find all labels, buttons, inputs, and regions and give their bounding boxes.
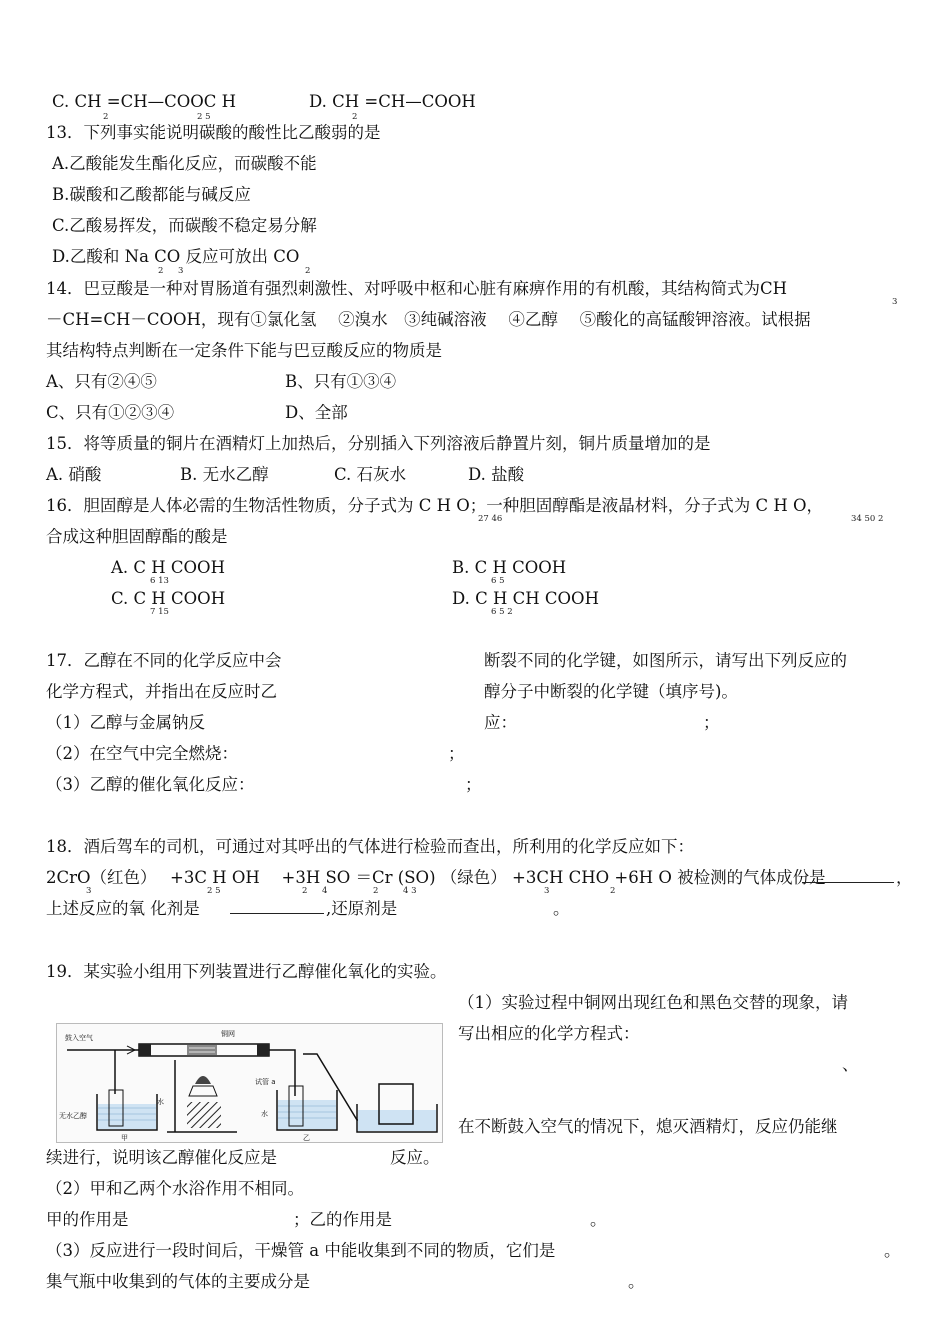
q18-line3c: 。 [553,899,570,918]
fig-label-copper: 铜网 [221,1030,235,1038]
q17-part1c: ； [703,713,720,732]
q16-d-sub: 6 5 2 [491,607,513,617]
q17-line1a: 17．乙醇在不同的化学反应中会 [46,651,282,670]
q17-part2-end: ； [448,744,465,763]
fig-label-yi: 乙 [303,1134,310,1142]
q18-sub-4: 4 [322,886,328,896]
q13-stem: 13．下列事实能说明碳酸的酸性比乙酸弱的是 [46,123,381,142]
fig-label-tube-a: 试管 a [255,1078,276,1086]
q19-part1b: 写出相应的化学方程式： [458,1024,640,1043]
q16-b-sub: 6 5 [491,576,505,586]
q15-option-a: A. 硝酸 [46,465,102,484]
q19-part3b: 。 [884,1241,901,1260]
q13-option-d: D.乙酸和 Na CO 反应可放出 CO [52,247,300,266]
q13-option-b: B.碳酸和乙酸都能与碱反应 [52,185,251,204]
q13-d-sub2: 3 [178,266,184,276]
q13-d-sub3: 2 [305,266,311,276]
q18-line2: 2CrO（红色） +3C H OH +3H SO ＝Cr (SO) （绿色） +3CH CHO +6H O 被检测的气体成份是 [46,868,826,887]
q19-part3a: （3）反应进行一段时间后，干燥管 a 中能收集到不同的物质，它们是 [46,1241,556,1260]
q16-a-sub: 6 13 [150,576,169,586]
q15-option-b: B. 无水乙醇 [180,465,269,484]
q19-part2: （2）甲和乙两个水浴作用不相同。 [46,1179,304,1198]
q18-oxidant-blank[interactable] [230,899,324,919]
q16-sub2: 34 50 2 [851,514,884,524]
q19-part1d: 在不断鼓入空气的情况下，熄灭酒精灯，反应仍能继 [458,1117,838,1136]
q17-line2a: 化学方程式，并指出在反应时乙 [46,682,277,701]
q19-part1a: （1）实验过程中铜网出现红色和黑色交替的现象，请 [458,993,848,1012]
q18-sub-8: 2 [610,886,616,896]
q16-line2: 合成这种胆固醇酯的酸是 [46,527,228,546]
q18-sub-1: 3 [86,886,92,896]
q18-sub-6: 4 3 [403,886,417,896]
q18-line3a: 上述反应的氧 化剂是 [46,899,200,918]
q17-part1a: （1）乙醇与金属钠反 [46,713,205,732]
q16-sub1: 27 46 [478,514,503,524]
q12-option-d-sub1: 2 [352,112,358,122]
q17-part1b: 应： [484,713,517,732]
fig-label-water1: 水 [157,1098,164,1106]
q18-sub-2: 2 5 [207,886,221,896]
apparatus-figure [56,1023,443,1143]
q14-line3: 其结构特点判断在一定条件下能与巴豆酸反应的物质是 [46,341,442,360]
q14-option-d: D、全部 [285,403,348,422]
q16-option-c: C. C H COOH [111,589,226,608]
q18-line1: 18．酒后驾车的司机，可通过对其呼出的气体进行检验而查出，所利用的化学反应如下： [46,837,694,856]
fig-label-jia: 甲 [121,1134,128,1142]
q19-part2a: 甲的作用是 [46,1210,129,1229]
q15-stem: 15．将等质量的铜片在酒精灯上加热后，分别插入下列溶液后静置片刻，铜片质量增加的是 [46,434,711,453]
q18-detected-blank[interactable] [802,868,894,888]
q14-line1-sub: 3 [892,297,898,307]
q15-option-c: C. 石灰水 [334,465,407,484]
q13-d-sub1: 2 [158,266,164,276]
q12-option-d: D. CH =CH—COOH [309,92,476,111]
q16-line1: 16．胆固醇是人体必需的生物活性物质，分子式为 C H O；一种胆固醇酯是液晶材料，分子式为 C H O， [46,496,824,515]
q17-part2: （2）在空气中完全燃烧： [46,744,238,763]
q16-option-b: B. C H COOH [452,558,567,577]
q19-part2b: ；乙的作用是 [293,1210,392,1229]
q19-part1e: 续进行，说明该乙醇催化反应是 [46,1148,277,1167]
q14-option-a: A、只有②④⑤ [46,372,157,391]
apparatus-diagram [57,1024,442,1142]
q15-option-d: D. 盐酸 [468,465,525,484]
q18-line3b: ,还原剂是 [326,899,398,918]
q14-line2: －CH=CH－COOH，现有①氯化氢 ②溴水 ③纯碱溶液 ④乙醇 ⑤酸化的高锰酸钾溶液。试根据 [46,310,811,329]
q13-option-a: A.乙酸能发生酯化反应，而碳酸不能 [52,154,317,173]
q17-part3: （3）乙醇的催化氧化反应： [46,775,255,794]
q19-part1f: 反应。 [390,1148,440,1167]
q18-sub-5: 2 [373,886,379,896]
q12-option-c-sub1: 2 [103,112,109,122]
q17-line2b: 醇分子中断裂的化学键（填序号)。 [484,682,738,701]
q18-line2-end: ， [896,868,913,887]
q19-part1c: 、 [842,1055,859,1074]
q12-option-c: C. CH =CH—COOC H [52,92,237,111]
q18-sub-7: 3 [544,886,550,896]
q14-line1: 14．巴豆酸是一种对胃肠道有强烈刺激性、对呼吸中枢和心脏有麻痹作用的有机酸，其结构简式为CH [46,279,788,298]
q16-option-a: A. C H COOH [111,558,225,577]
q19-part2c: 。 [590,1210,607,1229]
q17-line1b: 断裂不同的化学键，如图所示，请写出下列反应的 [484,651,847,670]
q13-option-c: C.乙酸易挥发，而碳酸不稳定易分解 [52,216,317,235]
q19-part3d: 。 [628,1272,645,1291]
q19-part3c: 集气瓶中收集到的气体的主要成分是 [46,1272,310,1291]
fig-label-ethanol: 无水乙醇 [59,1112,87,1120]
q17-part3-end: ； [465,775,482,794]
q12-option-c-sub2: 2 5 [197,112,211,122]
q16-c-sub: 7 15 [150,607,169,617]
q14-option-b: B、只有①③④ [285,372,397,391]
fig-label-water2: 水 [261,1110,268,1118]
q18-sub-3: 2 [302,886,308,896]
q19-stem: 19．某实验小组用下列装置进行乙醇催化氧化的实验。 [46,962,447,981]
q16-option-d: D. C H CH COOH [452,589,599,608]
fig-label-air: 鼓入空气 [65,1034,93,1042]
q14-option-c: C、只有①②③④ [46,403,175,422]
